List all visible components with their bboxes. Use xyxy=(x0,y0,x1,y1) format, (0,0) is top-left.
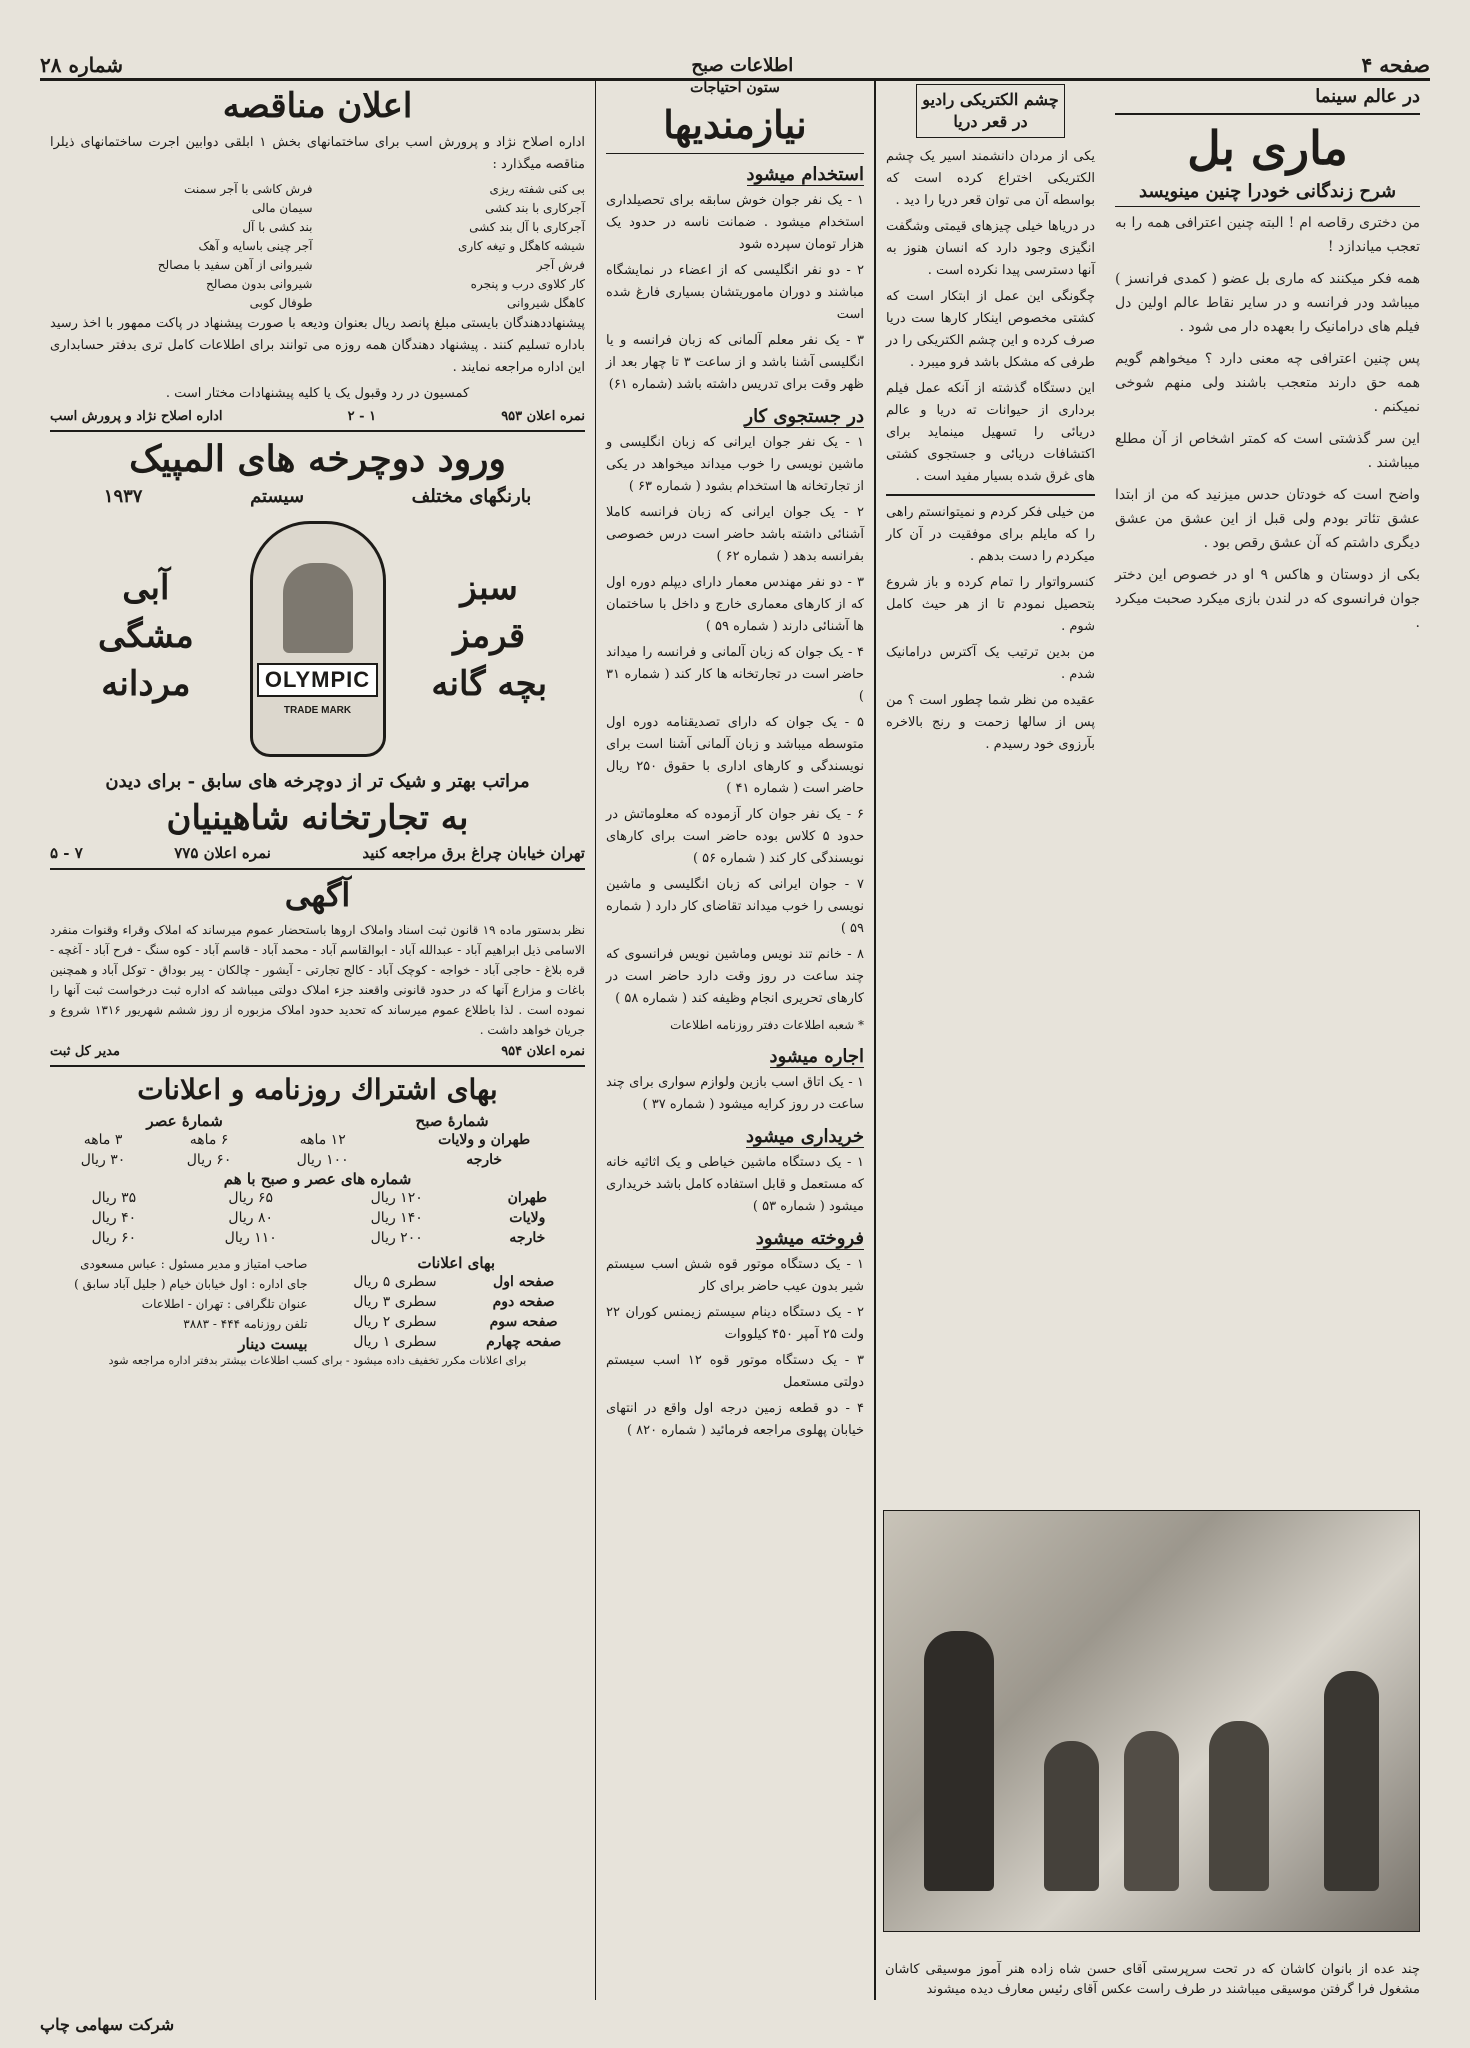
color-column xyxy=(60,560,232,712)
tender-work: آجرکاری با آل بند کشی xyxy=(469,220,585,234)
cinema-paragraph: پس چنین اعترافی چه معنی دارد ؟ میخواهم گویم همه حق دارند متعجب باشند ولی منهم شوخی نمیکنم . xyxy=(1115,351,1420,415)
tender-ref: ۱ - ۲ xyxy=(347,409,377,424)
table-row xyxy=(50,1188,585,1208)
notice-ad-no: نمره اعلان ۹۵۴ xyxy=(501,1044,585,1059)
rates-labels xyxy=(50,1112,585,1130)
olympic-logo xyxy=(250,521,386,757)
classified-item: ۱ - یک نفر جوان ایرانی که زبان انگلیسی و ماشین نویسی را خوب میداند میخواهد در یکی از تجارتخانه ها استخدام بشود ( شماره ۶۳ ) xyxy=(606,435,864,494)
tender-footer xyxy=(50,409,585,424)
both-label: شماره های عصر و صبح با هم xyxy=(223,1170,412,1188)
rates-bottom xyxy=(50,1254,585,1354)
rates-morning-table xyxy=(50,1130,585,1170)
table-row xyxy=(328,1292,586,1312)
cinema-title: ماری بل xyxy=(1187,121,1348,175)
notice-text: نظر بدستور ماده ۱۹ قانون ثبت اسناد واملاک اروها باستحضار عموم میرساند که املاک وقراء وقنوات منفرد الاسامی ذیل ابراهیم آباد - عبدالله آباد - ابوالقاسم آباد - محمد آباد - قاسم آباد - کوه سنگ - فرح آباد - آغچه - قره بلاغ - حاجی آباد - خواجه - کوچک آباد - کالج تجارتی - آیشور - چالکان - پیر بوداق - توکل آباد و همچنین باغات و مزارع آنها که در حدود قانونی واقعند جزء املاک دولتی میباشد که اداره ثبت درخواست ثبت آنها را نموده است . لذا باطلاع عموم میرساند که تحدید حدود املاک مزبوره از روز ششم شهریور ۱۳۱۶ شروع و جریان خواهد داشت . xyxy=(50,923,586,1037)
needs-title: نیازمندیها xyxy=(663,102,807,147)
office-address: جای اداره : اول خیابان خیام ( جلیل آباد سابق ) xyxy=(74,1277,308,1291)
table-row xyxy=(328,1312,586,1332)
cell: ولایات xyxy=(509,1210,546,1226)
bicycle-headline: ورود دوچرخه های المپیک xyxy=(129,438,506,480)
cell: ۱۲ ماهه xyxy=(299,1132,346,1148)
radio-paragraph: یکی از مردان دانشمند اسیر یک چشم الکتریکی اختراع کرده است که بواسطه آن می توان قعر دریا را دید . xyxy=(886,149,1095,208)
tender-ad-no: نمره اعلان ۹۵۳ xyxy=(501,409,585,424)
cinema-paragraph: این سر گذشتی است که کمتر اشخاص از آن مطلع میباشند . xyxy=(1115,431,1420,471)
bicycle-sub-mid: سیستم xyxy=(250,486,305,507)
cell: ۱۱۰ ریال xyxy=(224,1230,277,1246)
classified-note: * شعبه اطلاعات دفتر روزنامه اطلاعات xyxy=(670,1018,864,1032)
classified-item: ۴ - دو قطعه زمین درجه اول واقع در انتهای خیابان پهلوی مراجعه فرمائید ( شماره ۸۲۰ ) xyxy=(606,1401,864,1438)
tender-issuer: اداره اصلاح نژاد و پرورش اسب xyxy=(50,409,223,424)
divider xyxy=(50,430,585,432)
color-blue: آبی xyxy=(122,568,170,608)
cell: ۱۰۰ ریال xyxy=(296,1152,349,1168)
bicycle-ad-no: نمره اعلان ۷۷۵ xyxy=(174,844,271,862)
photo-figure xyxy=(1124,1731,1179,1891)
rider-icon xyxy=(283,563,353,653)
section-heading: در جستجوی کار xyxy=(744,406,864,427)
tender-work: کار کلاوی درب و پنجره xyxy=(470,277,585,291)
bicycle-sub-right: ۱۹۳۷ xyxy=(103,486,143,507)
ads-table xyxy=(328,1272,586,1352)
color-green: سبز xyxy=(460,568,518,608)
cinema-paragraph: بکی از دوستان و هاکس ۹ او در خصوص این دختر جوان فرانسوی که در لندن بازی میکرد صحبت میکرد . xyxy=(1115,567,1420,631)
table-row xyxy=(328,1332,586,1352)
cinema-paragraph: واضح است که خودتان حدس میزنید که من از ابتدا عشق تئاتر بودم ولی قبل از این عشق من عشق دیگری داشتم که آن عشق رقص بود . xyxy=(1115,487,1420,551)
rates-footnote: برای اعلانات مکرر تخفیف داده میشود - برای کسب اطلاعات بیشتر بدفتر اداره مراجعه شود xyxy=(108,1354,527,1367)
musicians-photo xyxy=(883,1510,1420,1932)
classified-item: ۸ - خانم تند نویس وماشین نویس فرانسوی که چند ساعت در روز وقت دارد حاضر است در کارهای تحریری انجام وظیفه کند ( شماره ۵۸ ) xyxy=(606,947,864,1006)
radio-paragraph: چگونگی این عمل از ابتکار است که کشتی مخصوص اینکار کارها ست دریا صرف کرده و این چشم الکتریکی را در طرفی که مشکل باشد فرو میبرد . xyxy=(886,289,1095,370)
classified-item: ۶ - یک نفر جوان کار آزموده که معلوماتش در حدود ۵ کلاس بوده حاضر است برای کارهای نویسندگی کار کند ( شماره ۵۶ ) xyxy=(606,807,864,866)
classified-item: ۷ - جوان ایرانی که زبان انگلیسی و ماشین نویسی را خوب میداند تقاضای کار دارد ( شماره ۵۹ ) xyxy=(606,877,864,936)
kids-label: بچه گانه xyxy=(431,664,548,704)
cinema-paragraph: من دختری رقاصه ام ! البته چنین اعترافی همه را به تعجب میاندازد ! xyxy=(1115,215,1420,255)
tender-reject: کمسیون در رد وقبول یک یا کلیه پیشنهادات مختار است . xyxy=(165,386,470,401)
bicycle-sub-left: بارنگهای مختلف xyxy=(411,486,532,507)
classified-item: ۵ - یک جوان که دارای تصدیقنامه دوره اول متوسطه میباشد و زبان آلمانی آشنا است برای نویسندگی و کارهای اداری با حقوق ۲۵۰ ریال حاضر است ( شماره ۴۱ ) xyxy=(606,715,864,796)
cell: ۸۰ ریال xyxy=(228,1210,274,1226)
ads-prices xyxy=(328,1254,586,1354)
divider xyxy=(50,1065,585,1067)
cinema-paragraph: همه فکر میکنند که ماری بل عضو ( کمدی فرانسز ) میباشد ودر فرانسه و در سایر نقاط عالم اولین دل فیلم های درامانیک را بعهده دار می شود . xyxy=(1115,271,1420,335)
table-row xyxy=(50,1208,585,1228)
classified-item: ۲ - یک دستگاه دینام سیستم زیمنس کوران ۲۲ ولت ۲۵ آمپر ۴۵۰ کیلووات xyxy=(606,1305,864,1342)
bicycle-claim: مراتب بهتر و شیک تر از دوچرخه های سابق - برای دیدن xyxy=(105,771,530,792)
radio-box-title: چشم الکتریکی رادیو در قعر دریا xyxy=(916,84,1065,138)
cell: سطری ۲ ریال xyxy=(353,1314,437,1330)
bicycle-colors xyxy=(60,507,575,765)
divider xyxy=(606,153,864,154)
cell: خارجه xyxy=(466,1152,503,1168)
cell: صفحه سوم xyxy=(489,1314,558,1330)
cell: سطری ۳ ریال xyxy=(353,1294,437,1310)
table-row xyxy=(50,1150,585,1170)
ads-label: بهای اعلانات xyxy=(417,1254,496,1272)
tender-work: شیشه کاهگل و تیغه کاری xyxy=(457,239,585,253)
bicycle-sub xyxy=(50,486,585,507)
classified-item: ۳ - دو نفر مهندس معمار دارای دیپلم دوره اول که از کارهای معماری خارج و داخل با ساختمان ها آشنائی دارند ( شماره ۵۹ ) xyxy=(606,575,864,634)
cinema-subtitle: شرح زندگانی خودرا چنین مینویسد xyxy=(1138,181,1397,202)
print-credit: شرکت سهامی چاپ xyxy=(40,2015,175,2034)
cell: ۳ ماهه xyxy=(83,1132,123,1148)
cell: ۶۰ ریال xyxy=(91,1230,137,1246)
olympic-wordmark: OLYMPIC xyxy=(257,663,378,697)
evening-label: شمارهٔ عصر xyxy=(146,1112,223,1130)
radio-paragraph: در دریاها خیلی چیزهای قیمتی وشگفت انگیزی وجود دارد که انسان هنوز به آنها دسترسی پیدا نکرده است . xyxy=(886,219,1095,278)
color-black: مشگی xyxy=(98,616,194,656)
cell: ۲۰۰ ریال xyxy=(370,1230,423,1246)
photo-figure xyxy=(1324,1671,1379,1891)
rates-both-table xyxy=(50,1188,585,1248)
divider xyxy=(50,868,585,870)
classified-item: ۱ - یک دستگاه موتور قوه شش اسب سیستم شیر بدون عیب حاضر برای کار xyxy=(606,1257,864,1294)
masthead xyxy=(40,52,1430,81)
cinema-kicker: در عالم سینما xyxy=(1315,86,1420,107)
bicycle-address: تهران خیابان چراغ برق مراجعه کنید xyxy=(362,844,585,862)
classified-item: ۲ - یک جوان ایرانی که زبان فرانسه کاملا آشنائی داشته باشد حاضر است درس خصوصی بفرانسه بدهد ( شماره ۶۲ ) xyxy=(606,505,864,564)
cell: ۶۰ ریال xyxy=(186,1152,232,1168)
photo-figure xyxy=(1209,1721,1269,1891)
cell: صفحه اول xyxy=(493,1274,555,1290)
photo-area xyxy=(875,1510,1430,2000)
cell: ۶۵ ریال xyxy=(228,1190,274,1206)
story-paragraph: کنسرواتوار را تمام کرده و باز شروع بتحصیل نمودم تا از هر حیث کامل شوم . xyxy=(886,575,1095,634)
tender-terms: پیشنهاددهندگان بایستی مبلغ پانصد ریال بعنوان ودیعه با صورت پیشنهاد در پاکت ممهور با اخذ رسید باداره تسلیم کنند . پیشنهاد دهندگان همه روزه می توانند برای اطلاعات کامل تری بدفتر حسابداری این اداره مراجعه نمایند . xyxy=(50,316,585,375)
cell: خارجه xyxy=(509,1230,546,1246)
classified-item: ۱ - یک دستگاه ماشین خیاطی و یک اثاثیه خانه که مستعمل و قابل استفاده کامل باشد خریداری میشود ( شماره ۵۳ ) xyxy=(606,1155,864,1214)
morning-label: شمارهٔ صبح xyxy=(415,1112,489,1130)
table-row xyxy=(50,1130,585,1150)
photo-figure xyxy=(924,1631,994,1891)
page-label: صفحه ۴ xyxy=(1361,53,1430,77)
bicycle-shop: به تجارتخانه شاهینیان xyxy=(166,798,469,838)
cell: سطری ۱ ریال xyxy=(353,1334,437,1350)
paper-name: اطلاعات صبح xyxy=(691,54,794,76)
cell: ۶ ماهه xyxy=(189,1132,229,1148)
story-paragraph: عقیده من نظر شما چطور است ؟ من پس از سالها زحمت و رنج بالاخره بآرزوی خود رسیدم . xyxy=(886,693,1095,752)
tender-work: طوفال کوبی xyxy=(249,296,313,310)
notice-signer: مدیر کل ثبت xyxy=(50,1044,120,1059)
cell: صفحه چهارم xyxy=(486,1334,562,1350)
needs-kicker: ستون احتیاجات xyxy=(690,80,780,96)
divider xyxy=(1115,113,1420,115)
radio-paragraph: این دستگاه گذشته از آنکه عمل فیلم برداری از حیوانات ته دریا و عالم دریائی را تسهیل مینماید برای اکتشافات دریائی و جستجوی کشتی های غرق شده بسیار مفید است . xyxy=(886,381,1095,484)
table-row xyxy=(328,1272,586,1292)
tender-intro: اداره اصلاح نژاد و پرورش اسب برای ساختمانهای بخش ۱ ابلقی دوابین اجرت ساختمانهای ذیلرا مناقصه میگذارد : xyxy=(50,135,585,172)
photo-caption: چند عده از بانوان کاشان که در تحت سرپرستی آقای حسن شاه زاده هنر آموز موسیقی کاشان مشغول فرا گرفتن موسیقی میباشند در طرف راست عکس آقای رئیس معارف دیده میشوند xyxy=(885,1962,1420,1997)
cell: ۱۴۰ ریال xyxy=(370,1210,423,1226)
bicycle-footer xyxy=(50,844,585,862)
classifieds-column xyxy=(595,80,875,2000)
color-column xyxy=(403,560,575,712)
classified-item: ۲ - دو نفر انگلیسی که از اعضاء در نمایشگاه مباشند و دوران ماموریتشان بسیاری فارغ شده است xyxy=(606,263,864,322)
divider xyxy=(886,494,1095,496)
table-row xyxy=(50,1228,585,1248)
rates-title: بهای اشتراك روزنامه و اعلانات xyxy=(137,1073,498,1106)
tender-work: شیروانی از آهن سفید با مصالح xyxy=(157,258,313,272)
cell: ۳۵ ریال xyxy=(91,1190,137,1206)
cell: صفحه دوم xyxy=(492,1294,555,1310)
cell: طهران xyxy=(507,1190,548,1206)
divider xyxy=(1115,206,1420,207)
tender-work: بند کشی با آل xyxy=(242,220,313,234)
tender-title: اعلان مناقصه xyxy=(222,86,413,126)
ads-column xyxy=(40,80,595,2000)
cell: سطری ۵ ریال xyxy=(353,1274,437,1290)
story-paragraph: من خیلی فکر کردم و نمیتوانستم راهی را که مایلم برای موفقیت در آن کار میکردم را دست بدهم . xyxy=(886,505,1095,564)
classified-item: ۱ - یک اتاق اسب بازین ولوازم سواری برای چند ساعت در روز کرایه میشود ( شماره ۳۷ ) xyxy=(606,1075,864,1112)
issue-price: بیست دینار xyxy=(238,1335,308,1353)
classified-item: ۳ - یک دستگاه موتور قوه ۱۲ اسب سیستم دولتی مستعمل xyxy=(606,1353,865,1390)
telegraph: عنوان تلگرافی : تهران - اطلاعات xyxy=(141,1297,308,1311)
tender-works xyxy=(50,180,585,313)
notice-title: آگهی xyxy=(284,876,351,914)
classified-item: ۱ - یک نفر جوان خوش سابقه برای تحصیلداری استخدام میشود . ضمانت ناسه در حدود یک هزار تومان سپرده شود xyxy=(606,193,864,252)
bicycle-ad xyxy=(50,438,585,862)
section-heading: خریداری میشود xyxy=(745,1126,864,1147)
section-heading: فروخته میشود xyxy=(755,1228,864,1249)
tender-work: کاهگل شیروانی xyxy=(507,296,585,310)
cell: ۴۰ ریال xyxy=(91,1210,137,1226)
tender-work: سیمان مالی xyxy=(251,201,313,215)
cell: طهران و ولایات xyxy=(438,1132,531,1148)
cell: ۳۰ ریال xyxy=(80,1152,126,1168)
trade-mark: TRADE MARK xyxy=(283,704,352,716)
tender-work: فرش آجر xyxy=(536,258,585,272)
issue-label: شماره ۲۸ xyxy=(40,53,124,77)
publisher: صاحب امتیاز و مدیر مسئول : عباس مسعودی xyxy=(80,1257,308,1271)
color-red: قرمز xyxy=(453,616,526,656)
tender-work: بی کنی شفته ریزی xyxy=(489,182,585,196)
story-paragraph: من بدین ترتیب یک آکترس درامانیک شدم . xyxy=(886,645,1095,682)
bicycle-ref: ۷ - ۵ xyxy=(50,844,83,862)
section-heading: استخدام میشود xyxy=(746,164,864,185)
mens-label: مردانه xyxy=(101,664,191,704)
tender-work: فرش کاشی با آجر سمنت xyxy=(184,182,313,196)
notice-footer xyxy=(50,1044,585,1059)
cell: ۱۲۰ ریال xyxy=(370,1190,423,1206)
tender-work: شیروانی بدون مصالح xyxy=(205,277,313,291)
tender-work: آجرکاری با بند کشی xyxy=(484,201,585,215)
tender-work: آجر چینی باسایه و آهک xyxy=(198,239,313,253)
photo-figure xyxy=(1044,1741,1099,1891)
phone: تلفن روزنامه ۴۴۴ - ۳۸۸۳ xyxy=(183,1317,308,1331)
classified-item: ۳ - یک نفر معلم آلمانی که زبان فرانسه و یا انگلیسی آشنا باشد و از ساعت ۳ تا چهار بعد از ظهر وقت برای تدریس داشته باشد (شماره ۶۱) xyxy=(606,333,865,392)
section-heading: اجاره میشود xyxy=(769,1046,864,1067)
publisher-info xyxy=(50,1254,308,1354)
classified-item: ۴ - یک جوان که زبان آلمانی و فرانسه را میداند حاضر است در تجارتخانه ها کار کند ( شماره ۳۱ ) xyxy=(606,645,864,704)
